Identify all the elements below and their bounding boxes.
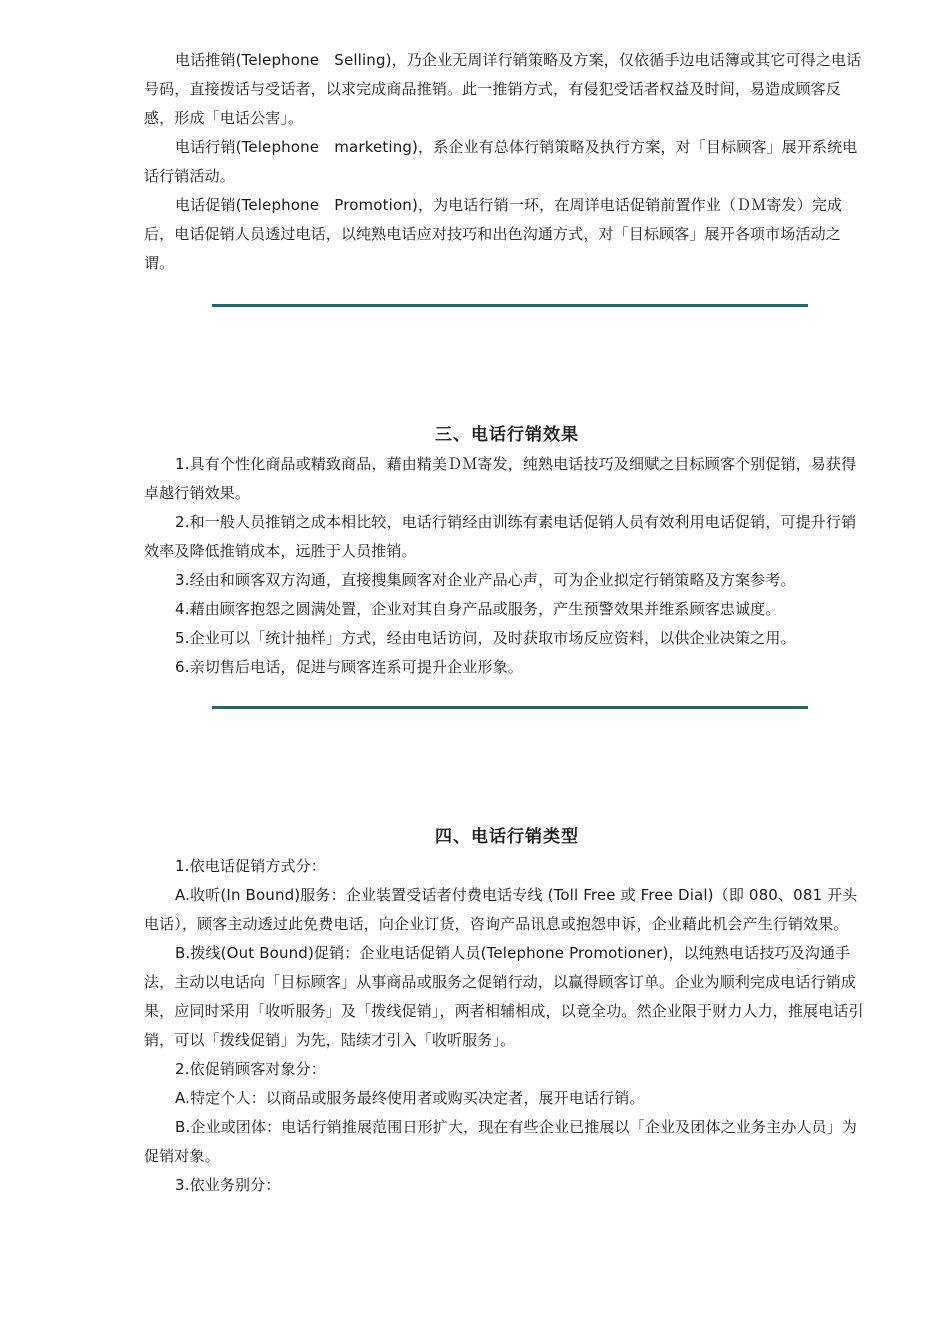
paragraph-telephone-marketing: 电话行销(Telephone marketing)，系企业有总体行销策略及执行方案，对「目标顾客」展开系统电话行销活动。 bbox=[144, 138, 858, 185]
section-three bbox=[144, 420, 870, 682]
intro-section bbox=[144, 46, 870, 278]
type-item: B.企业或团体：电话行销推展范围日形扩大，现在有些企业已推展以「企业及团体之业务主办人员」为促销对象。 bbox=[144, 1118, 857, 1165]
effect-item: 5.企业可以「统计抽样」方式，经由电话访问，及时获取市场反应资料，以供企业决策之用。 bbox=[175, 629, 796, 647]
section-three-title: 三、电话行销效果 bbox=[435, 425, 579, 445]
effect-item: 3.经由和顾客双方沟通，直接搜集顾客对企业产品心声，可为企业拟定行销策略及方案参考。 bbox=[175, 571, 796, 589]
type-item: A.收听(In Bound)服务：企业装置受话者付费电话专线 (Toll Free 或 Free Dial)（即 080、081 开头电话），顾客主动透过此免费电话，向企业订货，咨询产品讯息或抱怨申诉，企业藉此机会产生行销效果。 bbox=[144, 886, 858, 933]
paragraph-telephone-promotion: 电话促销(Telephone Promotion)，为电话行销一环，在周详电话促销前置作业（ＤＭ寄发）完成后，电话促销人员透过电话，以纯熟电话应对技巧和出色沟通方式，对「目标顾客」展开各项市场活动之谓。 bbox=[144, 196, 843, 272]
type-item: 2.依促销顾客对象分： bbox=[175, 1060, 326, 1078]
effect-item: 6.亲切售后电话，促进与顾客连系可提升企业形象。 bbox=[175, 658, 523, 676]
type-item: 3.依业务别分： bbox=[175, 1176, 281, 1194]
paragraph-telephone-selling: 电话推销(Telephone Selling)，乃企业无周详行销策略及方案，仅依循手边电话簿或其它可得之电话号码，直接拨话与受话者，以求完成商品推销。此一推销方式，有侵犯受话者权益及时间，易造成顾客反感，形成「电话公害」。 bbox=[144, 51, 862, 127]
type-item: 1.依电话促销方式分： bbox=[175, 857, 326, 875]
section-four bbox=[144, 822, 870, 1200]
effect-item: 2.和一般人员推销之成本相比较，电话行销经由训练有素电话促销人员有效利用电话促销，可提升行销效率及降低推销成本，远胜于人员推销。 bbox=[144, 513, 857, 560]
type-item: B.拨线(Out Bound)促销：企业电话促销人员(Telephone Promotioner)，以纯熟电话技巧及沟通手法，主动以电话向「目标顾客」从事商品或服务之促销行动，以赢得顾客订单。企业为顺利完成电话行销成果，应同时采用「收听服务」及「拨线促销」，两者相辅相成，以竟全功。然企业限于财力人力，推展电话引销，可以「拨线促销」为先，陆续才引入「收听服务」。 bbox=[144, 944, 864, 1049]
effect-item: 1.具有个性化商品或精致商品，藉由精美ＤＭ寄发，纯熟电话技巧及细赋之目标顾客个别促销，易获得卓越行销效果。 bbox=[144, 455, 857, 502]
effect-item: 4.藉由顾客抱怨之圆满处置，企业对其自身产品或服务，产生预警效果并维系顾客忠诚度。 bbox=[175, 600, 781, 618]
type-item: A.特定个人：以商品或服务最终使用者或购买决定者，展开电话行销。 bbox=[175, 1089, 645, 1107]
section-four-title: 四、电话行销类型 bbox=[435, 827, 579, 847]
section-divider bbox=[212, 706, 808, 709]
section-divider bbox=[212, 304, 808, 307]
